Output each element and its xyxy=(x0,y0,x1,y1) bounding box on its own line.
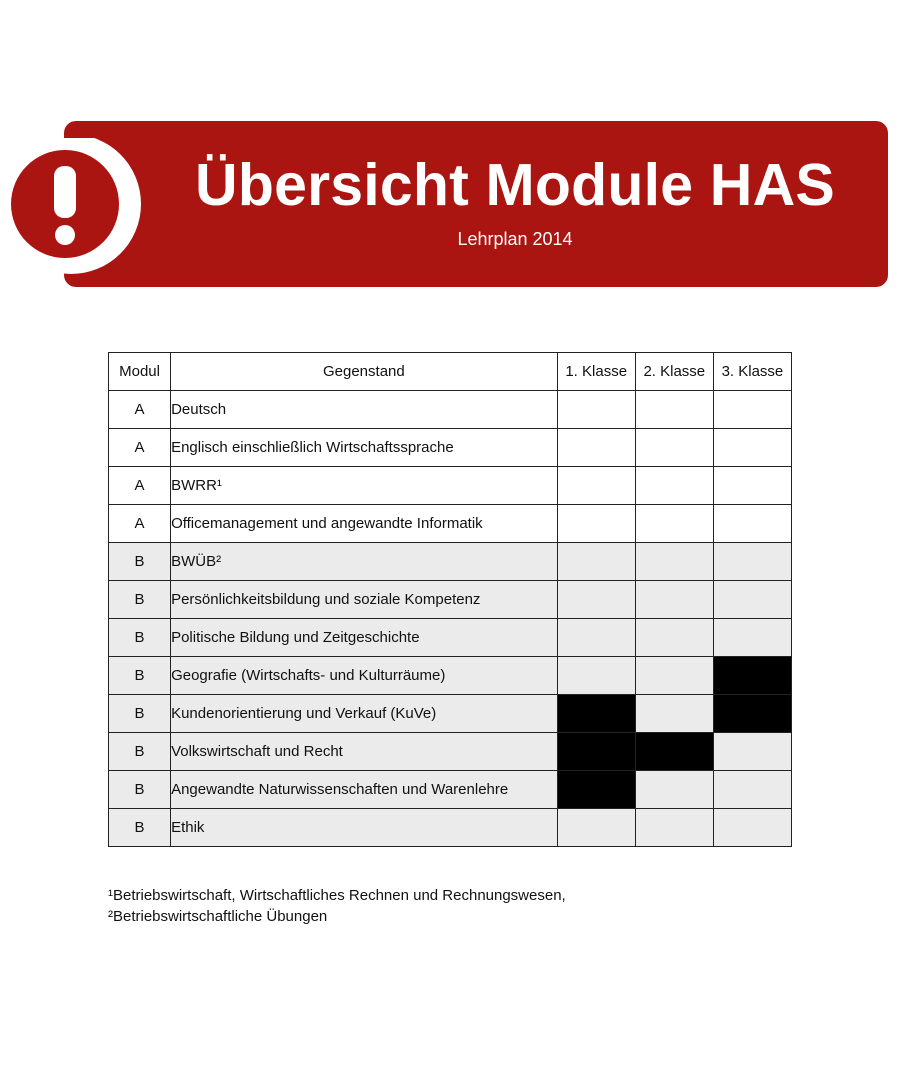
klasse-2-cell xyxy=(635,809,713,847)
table-row xyxy=(109,391,792,429)
klasse-2-cell xyxy=(635,771,713,809)
table-row xyxy=(109,809,792,847)
column-header-gegenstand: Gegenstand xyxy=(171,353,558,391)
subject-cell: BWÜB² xyxy=(171,543,558,581)
klasse-1-cell xyxy=(557,429,635,467)
page-title: Übersicht Module HAS xyxy=(195,152,835,218)
klasse-2-cell xyxy=(635,581,713,619)
modul-cell: B xyxy=(109,809,171,847)
subject-cell: Persönlichkeitsbildung und soziale Kompetenz xyxy=(171,581,558,619)
klasse-1-cell xyxy=(557,581,635,619)
subject-cell: Geografie (Wirtschafts- und Kulturräume) xyxy=(171,657,558,695)
column-header-klasse-1: 1. Klasse xyxy=(557,353,635,391)
footnote-2: ²Betriebswirtschaftliche Übungen xyxy=(108,908,328,925)
klasse-3-cell xyxy=(713,505,791,543)
klasse-3-cell xyxy=(713,619,791,657)
modul-cell: B xyxy=(109,695,171,733)
klasse-3-cell xyxy=(713,809,791,847)
subject-cell: Politische Bildung und Zeitgeschichte xyxy=(171,619,558,657)
klasse-1-cell xyxy=(557,809,635,847)
modul-cell: B xyxy=(109,581,171,619)
klasse-2-cell xyxy=(635,429,713,467)
table-row xyxy=(109,467,792,505)
table-row xyxy=(109,619,792,657)
klasse-3-cell xyxy=(713,429,791,467)
klasse-2-cell xyxy=(635,391,713,429)
klasse-1-cell xyxy=(557,695,635,733)
modul-cell: B xyxy=(109,619,171,657)
table-body xyxy=(109,391,792,847)
klasse-1-cell xyxy=(557,771,635,809)
subject-cell: Deutsch xyxy=(171,391,558,429)
modul-cell: A xyxy=(109,429,171,467)
table-row xyxy=(109,695,792,733)
modules-table xyxy=(108,352,792,847)
page-subtitle: Lehrplan 2014 xyxy=(457,229,573,249)
table-header-row xyxy=(109,353,792,391)
table-row xyxy=(109,771,792,809)
modul-cell: A xyxy=(109,391,171,429)
table-row xyxy=(109,543,792,581)
modul-cell: A xyxy=(109,505,171,543)
klasse-1-cell xyxy=(557,467,635,505)
footnotes xyxy=(108,885,566,927)
subject-cell: Englisch einschließlich Wirtschaftssprache xyxy=(171,429,558,467)
klasse-1-cell xyxy=(557,543,635,581)
klasse-1-cell xyxy=(557,619,635,657)
klasse-3-cell xyxy=(713,467,791,505)
exclamation-circle-icon xyxy=(0,138,150,288)
column-header-modul: Modul xyxy=(109,353,171,391)
klasse-3-cell xyxy=(713,581,791,619)
klasse-3-cell xyxy=(713,695,791,733)
subject-cell: BWRR¹ xyxy=(171,467,558,505)
klasse-3-cell xyxy=(713,391,791,429)
modul-cell: B xyxy=(109,771,171,809)
klasse-2-cell xyxy=(635,695,713,733)
klasse-2-cell xyxy=(635,733,713,771)
klasse-1-cell xyxy=(557,505,635,543)
klasse-1-cell xyxy=(557,391,635,429)
subject-cell: Officemanagement und angewandte Informatik xyxy=(171,505,558,543)
subject-cell: Volkswirtschaft und Recht xyxy=(171,733,558,771)
footnote-1: ¹Betriebswirtschaft, Wirtschaftliches Rechnen und Rechnungswesen, xyxy=(108,887,566,904)
table-row xyxy=(109,733,792,771)
subject-cell: Ethik xyxy=(171,809,558,847)
klasse-3-cell xyxy=(713,657,791,695)
modul-cell: B xyxy=(109,733,171,771)
modul-cell: B xyxy=(109,543,171,581)
table-row xyxy=(109,657,792,695)
column-header-klasse-3: 3. Klasse xyxy=(713,353,791,391)
klasse-1-cell xyxy=(557,657,635,695)
klasse-2-cell xyxy=(635,467,713,505)
table-row xyxy=(109,429,792,467)
subject-cell: Kundenorientierung und Verkauf (KuVe) xyxy=(171,695,558,733)
table-row xyxy=(109,581,792,619)
klasse-3-cell xyxy=(713,543,791,581)
klasse-2-cell xyxy=(635,657,713,695)
klasse-3-cell xyxy=(713,733,791,771)
modul-cell: B xyxy=(109,657,171,695)
klasse-2-cell xyxy=(635,619,713,657)
klasse-2-cell xyxy=(635,505,713,543)
modul-cell: A xyxy=(109,467,171,505)
klasse-3-cell xyxy=(713,771,791,809)
table-row xyxy=(109,505,792,543)
klasse-2-cell xyxy=(635,543,713,581)
klasse-1-cell xyxy=(557,733,635,771)
column-header-klasse-2: 2. Klasse xyxy=(635,353,713,391)
subject-cell: Angewandte Naturwissenschaften und Warenlehre xyxy=(171,771,558,809)
